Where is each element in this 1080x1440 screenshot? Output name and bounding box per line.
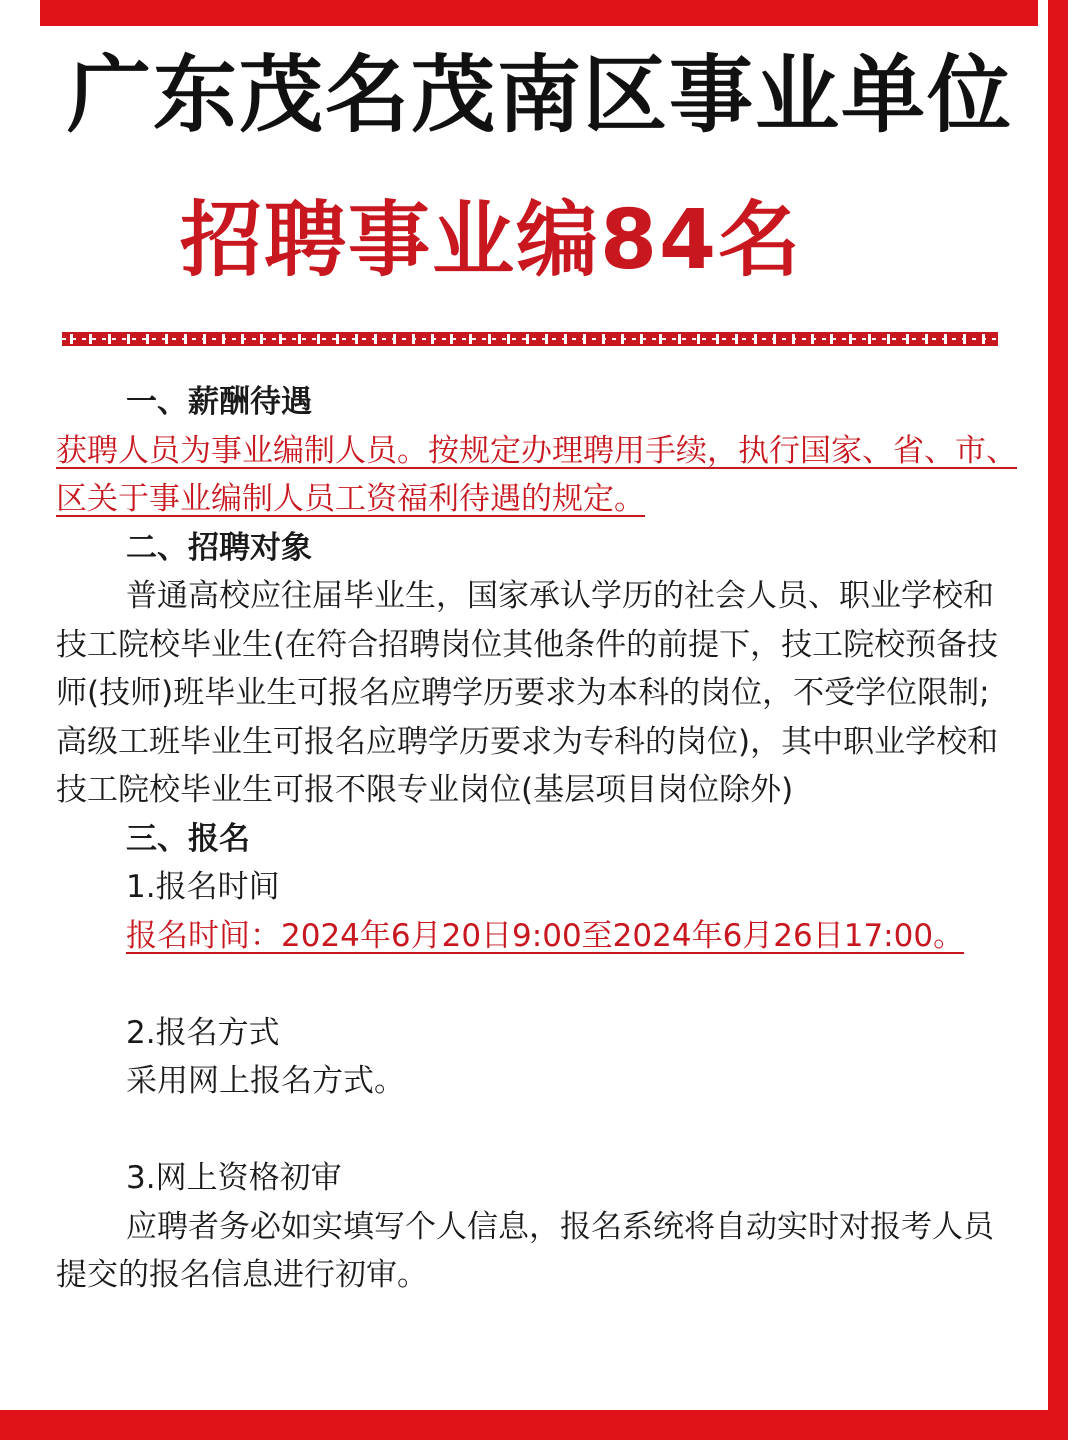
registration-time-title: 1.报名时间	[126, 869, 280, 905]
spacer	[56, 960, 1020, 1009]
online-review-text: 应聘者务必如实填写个人信息，报名系统将自动实时对报考人员提交的报名信息进行初审。	[56, 1208, 994, 1293]
article-body	[56, 378, 1020, 1300]
right-red-bar	[1048, 0, 1068, 1440]
top-red-bar	[40, 0, 1038, 26]
registration-method-text: 采用网上报名方式。	[126, 1063, 405, 1099]
section-title-target: 二、招聘对象	[126, 529, 312, 566]
registration-method-title: 2.报名方式	[126, 1014, 280, 1051]
section-title-registration: 三、报名	[126, 820, 250, 857]
salary-text: 获聘人员为事业编制人员。按规定办理聘用手续，执行国家、省、市、区关于事业编制人员工资福利待遇的规定。	[56, 432, 1017, 517]
decorative-divider	[62, 332, 998, 346]
section-title-salary: 一、薪酬待遇	[126, 384, 312, 420]
bottom-red-bar	[0, 1410, 1060, 1440]
spacer	[56, 1106, 1020, 1155]
divider-pattern	[62, 338, 998, 340]
page-subtitle: 招聘事业编84名	[180, 193, 803, 288]
page-title: 广东茂名茂南区事业单位	[66, 46, 1013, 144]
target-text: 普通高校应往届毕业生，国家承认学历的社会人员、职业学校和技工院校毕业生(在符合招聘岗位其他条件的前提下，技工院校预备技师(技师)班毕业生可报名应聘学历要求为本科的岗位，不受学位限制;高级工班毕业生可报名应聘学历要求为专科的岗位)，其中职业学校和技工院校毕业生可报不限专业岗位(基层项目岗位除外)	[56, 578, 999, 808]
registration-time-text: 报名时间：2024年6月20日9:00至2024年6月26日17:00。	[126, 917, 965, 954]
online-review-title: 3.网上资格初审	[126, 1160, 342, 1196]
